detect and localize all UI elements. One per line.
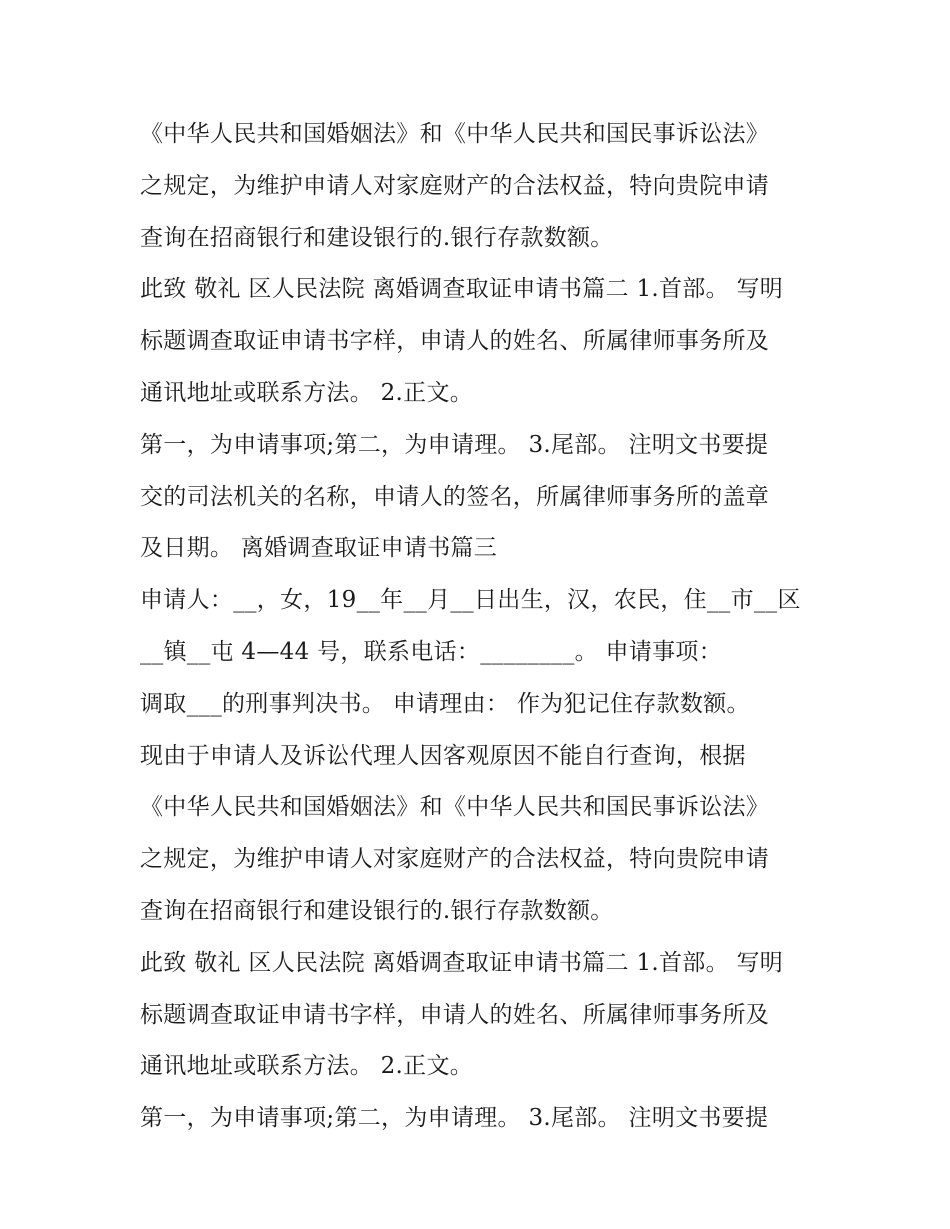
text-line: 之规定，为维护申请人对家庭财产的合法权益，特向贵院申请 — [140, 846, 770, 873]
text-line: 申请人：__，女，19__年__月__日出生，汉，农民，住__市__区 — [140, 587, 801, 614]
text-line: 调取___的刑事判决书。 申请理由： 作为犯记住存款数额。 — [140, 690, 750, 717]
text-line: 标题调查取证申请书字样，申请人的姓名、所属律师事务所及 — [140, 1001, 770, 1028]
text-line: 现由于申请人及诉讼代理人因客观原因不能自行查询，根据 — [140, 742, 746, 769]
text-line: 此致 敬礼 区人民法院 离婚调查取证申请书篇二 1.首部。 写明 — [140, 949, 784, 976]
text-line: 交的司法机关的名称，申请人的签名，所属律师事务所的盖章 — [140, 483, 770, 510]
text-line: 《中华人民共和国婚姻法》和《中华人民共和国民事诉讼法》 — [140, 121, 770, 147]
text-line: 第一，为申请事项;第二，为申请理。 3.尾部。 注明文书要提 — [140, 431, 769, 458]
text-line: 通讯地址或联系方法。 2.正文。 — [140, 1053, 474, 1080]
text-line: 及日期。 离婚调查取证申请书篇三 — [140, 535, 498, 562]
text-line: 《中华人民共和国婚姻法》和《中华人民共和国民事诉讼法》 — [140, 794, 770, 821]
text-line: 查询在招商银行和建设银行的.银行存款数额。 — [140, 897, 614, 924]
text-line: 通讯地址或联系方法。 2.正文。 — [140, 379, 474, 406]
text-line: 之规定，为维护申请人对家庭财产的合法权益，特向贵院申请 — [140, 172, 770, 199]
text-line: 第一，为申请事项;第二，为申请理。 3.尾部。 注明文书要提 — [140, 1105, 769, 1132]
text-line: 标题调查取证申请书字样，申请人的姓名、所属律师事务所及 — [140, 328, 770, 355]
text-line: __镇__屯 4—44 号，联系电话：________。 申请事项： — [140, 638, 723, 665]
text-line: 查询在招商银行和建设银行的.银行存款数额。 — [140, 224, 614, 251]
text-line: 此致 敬礼 区人民法院 离婚调查取证申请书篇二 1.首部。 写明 — [140, 276, 784, 303]
